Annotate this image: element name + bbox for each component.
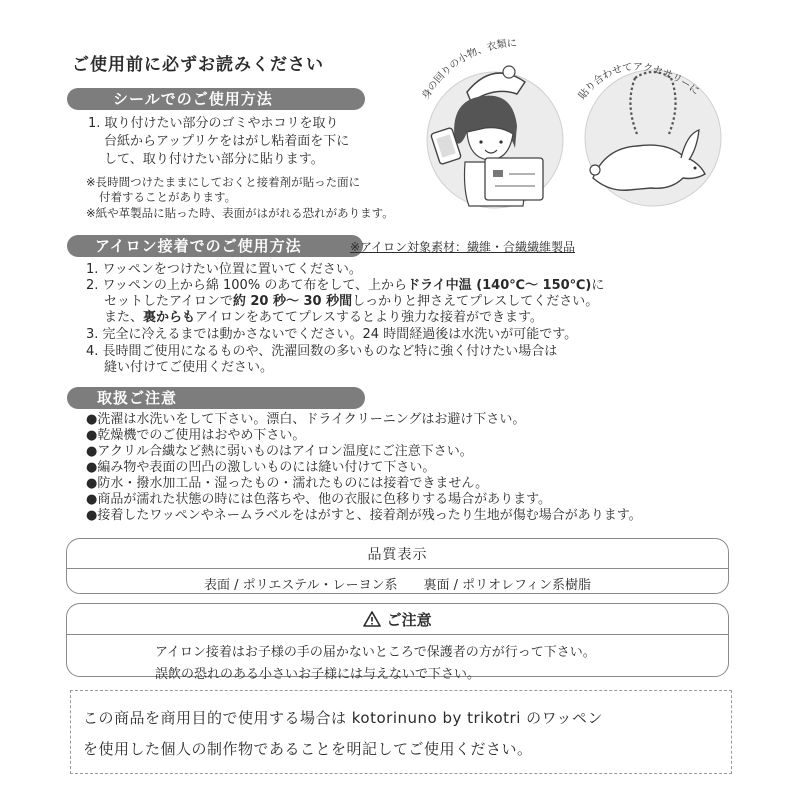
iron-step4-line1: 4. 長時間ご使用になるものや、洗濯回数の多いものなど特に強く付けたい場合は bbox=[86, 344, 558, 359]
iron-step2-l3-c: アイロンをあててプレスするとより強力な接着ができます。 bbox=[195, 310, 543, 325]
girl-illustration bbox=[427, 66, 563, 208]
iron-step2-temp: ドライ中温 (140℃～ 150℃) bbox=[407, 278, 592, 293]
care-item: ●防水・撥水加工品・湿ったもの・濡れたものには接着できません。 bbox=[86, 476, 489, 491]
notice-line1: この商品を商用目的で使用する場合は kotorinuno by trikotri のワッペン bbox=[83, 709, 603, 727]
care-item: ●洗濯は水洗いをして下さい。漂白、ドライクリーニングはお避け下さい。 bbox=[86, 412, 526, 427]
rabbit-illustration bbox=[585, 70, 721, 206]
caution-line1: アイロン接着はお子様の手の届かないところで保護者の方が行って下さい。 bbox=[155, 645, 596, 660]
care-item: ●アクリル合繊など熱に弱いものはアイロン温度にご注意下さい。 bbox=[86, 444, 473, 459]
rabbit-caption: 貼り合わせてアクセサリーに bbox=[576, 61, 702, 102]
caution-heading-row bbox=[67, 604, 728, 630]
care-item: ●編み物や表面の凹凸の激しいものには縫い付けて下さい。 bbox=[86, 460, 436, 475]
quality-heading: 品質表示 bbox=[367, 547, 428, 563]
sticker-step1-line2: 台紙からアップリケをはがし粘着面を下に bbox=[104, 134, 350, 149]
iron-step4-line2: 縫い付けてご使用ください。 bbox=[104, 360, 274, 375]
notice-line2: を使用した個人の制作物であることを明記してご使用ください。 bbox=[83, 740, 533, 758]
commercial-use-notice bbox=[70, 690, 732, 774]
iron-heading-label: アイロン接着でのご使用方法 bbox=[95, 237, 302, 255]
girl-caption: 身の回りの小物、衣類に bbox=[420, 38, 518, 102]
iron-step2-back: 裏からも bbox=[143, 310, 196, 325]
sticker-heading-label: シールでのご使用方法 bbox=[113, 90, 273, 108]
page-title: ご使用前に必ずお読みください bbox=[72, 55, 324, 75]
illustrations bbox=[405, 30, 735, 220]
care-heading-label: 取扱ご注意 bbox=[97, 389, 178, 407]
quality-content: 表面 / ポリエステル・レーヨン系 裏面 / ポリオレフィン系樹脂 bbox=[204, 578, 591, 593]
iron-step2-time: 約 20 秒～ 30 秒間 bbox=[232, 294, 353, 309]
caution-heading: ご注意 bbox=[386, 611, 432, 629]
caution-line2: 誤飲の恐れのある小さいお子様には与えないで下さい。 bbox=[155, 667, 481, 682]
warning-icon bbox=[363, 611, 381, 627]
sticker-step1-line1: 1. 取り付けたい部分のゴミやホコリを取り bbox=[88, 116, 339, 131]
iron-step2-text-c: に bbox=[591, 278, 605, 293]
sticker-note1-line1: ※長時間つけたままにしておくと接着剤が貼った面に bbox=[86, 175, 361, 189]
iron-step2-line3 bbox=[104, 310, 543, 326]
iron-step2-l2-c: しっかりと押さえてプレスしてください。 bbox=[352, 294, 599, 309]
care-item: ●乾燥機でのご使用はおやめ下さい。 bbox=[86, 428, 306, 443]
caution-box bbox=[66, 603, 729, 682]
iron-step2-l2-a: セットしたアイロンで bbox=[104, 294, 233, 309]
sticker-step1-line3: して、取り付けたい部分に貼ります。 bbox=[104, 152, 324, 167]
sticker-section-heading bbox=[67, 88, 365, 110]
care-item: ●商品が濡れた状態の時には色落ちや、他の衣服に色移りする場合があります。 bbox=[86, 492, 552, 507]
care-section-heading bbox=[67, 387, 365, 409]
care-item: ●接着したワッペンやネームラベルをはがすと、接着剤が残ったり生地が傷む場合があります。 bbox=[86, 508, 642, 523]
iron-section-heading bbox=[67, 235, 363, 257]
sticker-note2: ※紙や革製品に貼った時、表面がはがれる恐れがあります。 bbox=[86, 206, 394, 220]
quality-box bbox=[66, 538, 729, 594]
iron-step3: 3. 完全に冷えるまでは動かさないでください。24 時間経過後は水洗いが可能です。 bbox=[86, 327, 578, 342]
iron-material-note: ※アイロン対象素材：繊維・合繊繊維製品 bbox=[350, 240, 575, 254]
sticker-note1-line2: 付着することがあります。 bbox=[99, 190, 237, 204]
iron-step2-l3-a: また、 bbox=[104, 310, 144, 325]
iron-step2-text-a: 2. ワッペンの上から綿 100% のあて布をして、上から bbox=[86, 278, 408, 293]
iron-step2-line2 bbox=[104, 294, 598, 310]
iron-step2-line1 bbox=[86, 278, 604, 294]
iron-step1: 1. ワッペンをつけたい位置に置いてください。 bbox=[86, 262, 362, 277]
